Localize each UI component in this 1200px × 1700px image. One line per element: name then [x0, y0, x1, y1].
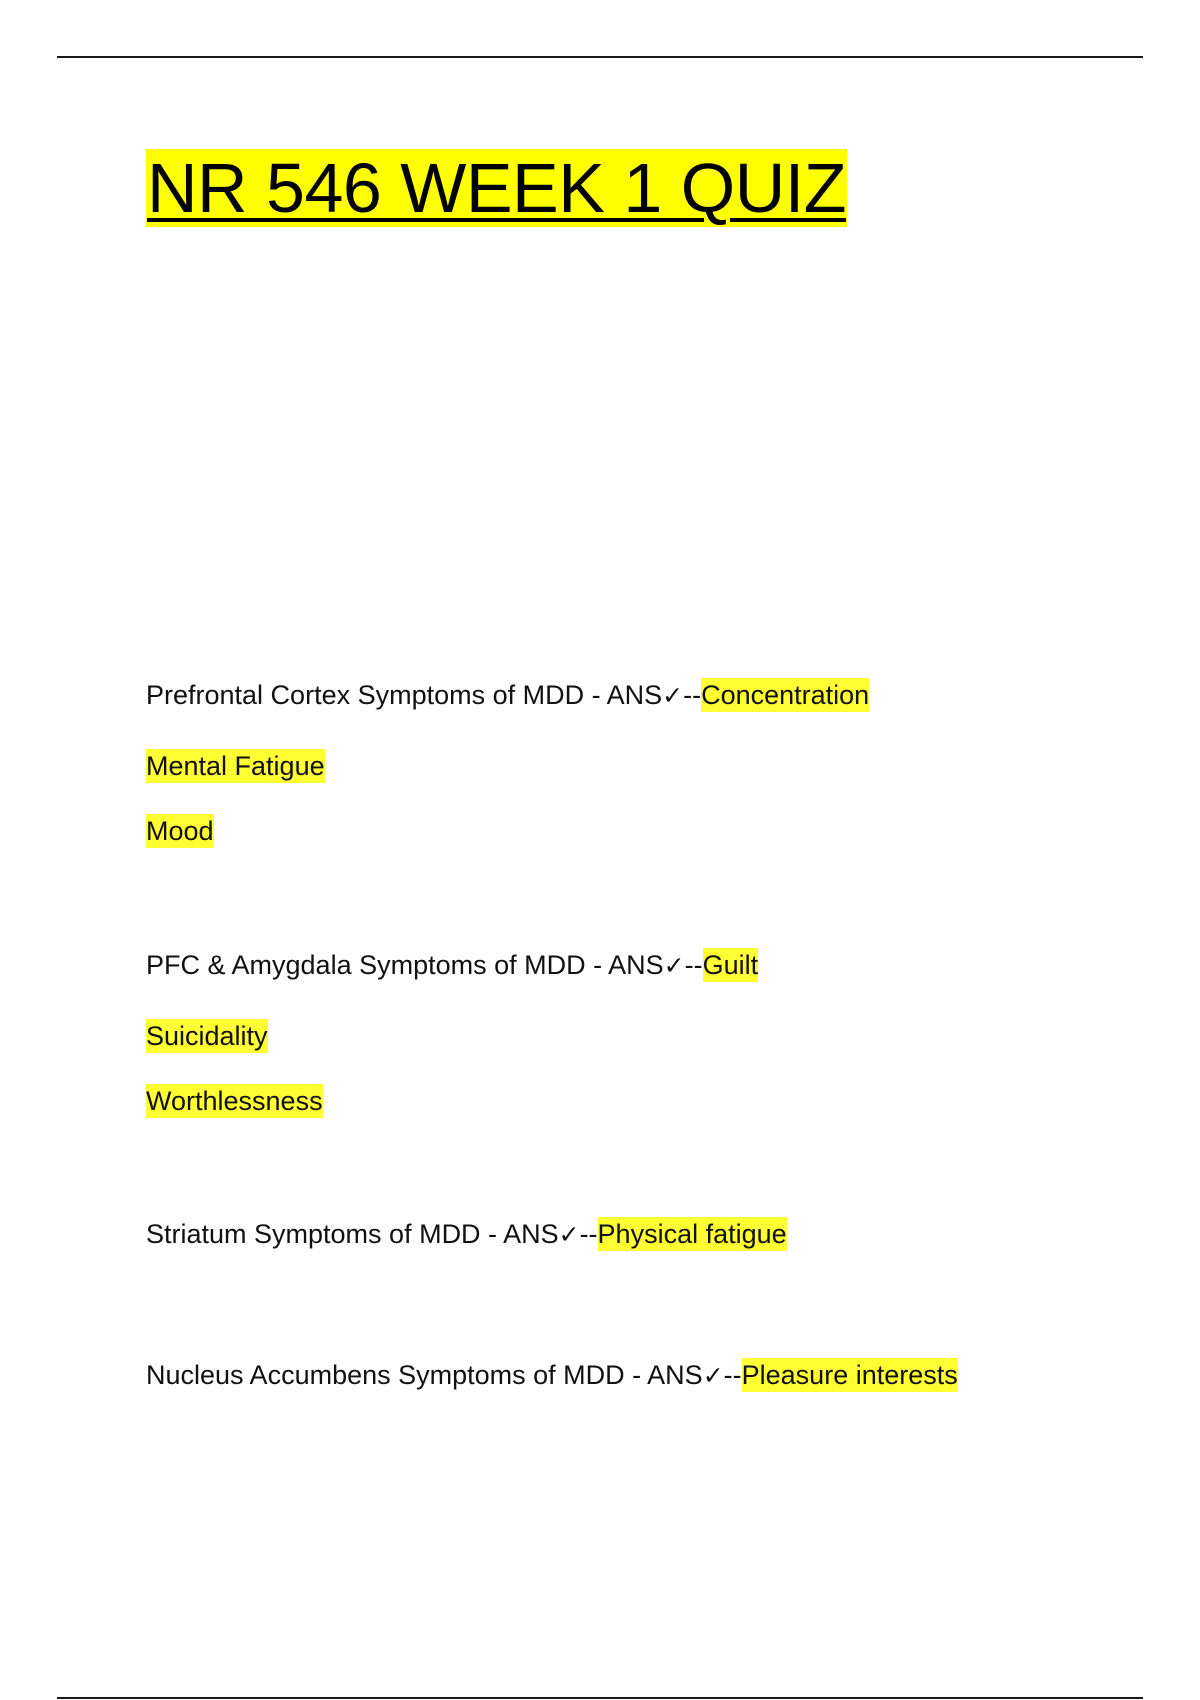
- qa-answer-line: [146, 1083, 323, 1119]
- qa-answer-line: [146, 813, 214, 849]
- question-text: Prefrontal Cortex Symptoms of MDD -: [146, 680, 607, 710]
- top-rule: [57, 56, 1143, 58]
- answer-highlight: Physical fatigue: [597, 1219, 787, 1249]
- answer-highlight: Suicidality: [146, 1021, 268, 1051]
- answer-highlight: Worthlessness: [146, 1086, 323, 1116]
- answer-highlight: Pleasure interests: [741, 1360, 958, 1390]
- answer-highlight: Mood: [146, 816, 214, 846]
- ans-marker: ANS: [503, 1219, 559, 1249]
- qa-question-1: [146, 677, 869, 714]
- document-title-text: NR 546 WEEK 1 QUIZ: [147, 149, 846, 227]
- check-icon: ✓: [558, 1220, 580, 1249]
- qa-answer-line: [146, 748, 325, 784]
- answer-highlight: Mental Fatigue: [146, 751, 325, 781]
- question-text: Nucleus Accumbens Symptoms of MDD -: [146, 1360, 648, 1390]
- qa-question-4: [146, 1357, 958, 1394]
- answer-highlight: Guilt: [702, 950, 759, 980]
- ans-marker: ANS: [647, 1360, 703, 1390]
- question-text: PFC & Amygdala Symptoms of MDD -: [146, 950, 609, 980]
- check-icon: ✓: [662, 681, 684, 710]
- answer-separator: --: [579, 1219, 598, 1249]
- bottom-rule: [57, 1697, 1143, 1699]
- answer-separator: --: [723, 1360, 742, 1390]
- qa-answer-line: [146, 1018, 268, 1054]
- qa-question-3: [146, 1216, 787, 1253]
- ans-marker: ANS: [608, 950, 664, 980]
- check-icon: ✓: [702, 1361, 724, 1390]
- answer-separator: --: [684, 950, 703, 980]
- document-title: [146, 148, 847, 228]
- check-icon: ✓: [663, 951, 685, 980]
- answer-separator: --: [683, 680, 702, 710]
- question-text: Striatum Symptoms of MDD -: [146, 1219, 504, 1249]
- qa-question-2: [146, 947, 758, 984]
- ans-marker: ANS: [606, 680, 663, 710]
- answer-highlight: Concentration: [701, 680, 870, 710]
